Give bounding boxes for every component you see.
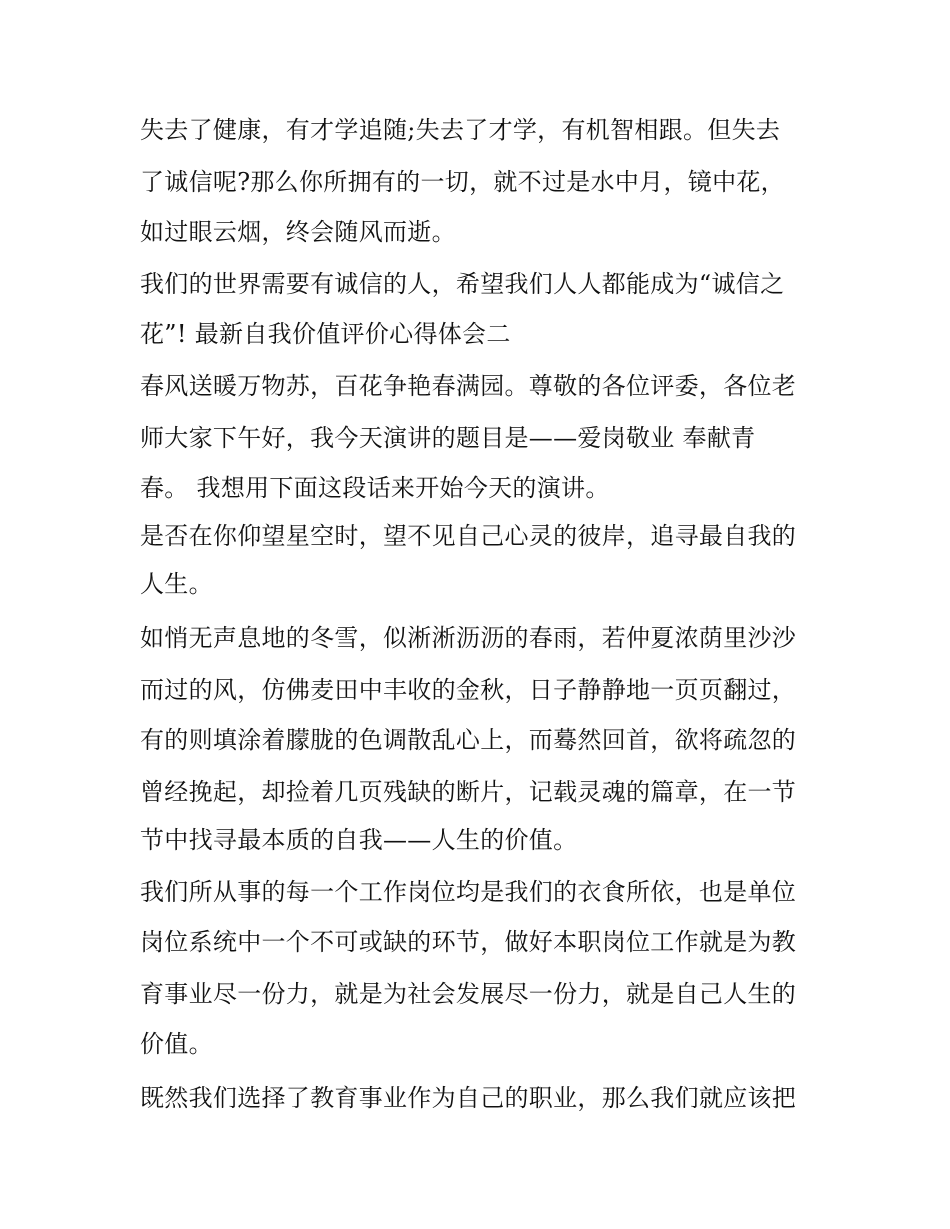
text-line: 有的则填涂着朦胧的色调散乱心上，而蓦然回首，欲将疏忽的 [140, 726, 797, 754]
text-line: 如悄无声息地的冬雪，似淅淅沥沥的春雨，若仲夏浓荫里沙沙 [140, 624, 797, 652]
text-line: 价值。 [140, 1030, 213, 1058]
text-line: 是否在你仰望星空时，望不见自己心灵的彼岸，追寻最自我的 [140, 522, 797, 550]
text-line: 了诚信呢?那么你所拥有的一切，就不过是水中月，镜中花， [140, 168, 785, 196]
text-line: 育事业尽一份力，就是为社会发展尽一份力，就是自己人生的 [140, 980, 797, 1008]
text-line: 人生。 [140, 570, 213, 598]
text-line: 失去了健康，有才学追随;失去了才学，有机智相跟。但失去 [140, 116, 781, 144]
text-line: 既然我们选择了教育事业作为自己的职业，那么我们就应该把 [140, 1084, 797, 1112]
text-line: 如过眼云烟，终会随风而逝。 [140, 218, 456, 246]
text-line: 岗位系统中一个不可或缺的环节，做好本职岗位工作就是为教 [140, 928, 797, 956]
text-line: 而过的风，仿佛麦田中丰收的金秋，日子静静地一页页翻过， [140, 676, 797, 704]
text-line: 曾经挽起，却捡着几页残缺的断片，记载灵魂的篇章，在一节 [140, 778, 797, 806]
text-line: 节中找寻最本质的自我——人生的价值。 [140, 826, 578, 854]
text-line: 春。 我想用下面这段话来开始今天的演讲。 [140, 474, 610, 502]
text-line: 我们的世界需要有诚信的人，希望我们人人都能成为“诚信之 [140, 270, 785, 298]
text-line: 我们所从事的每一个工作岗位均是我们的衣食所依，也是单位 [140, 878, 797, 906]
text-line: 春风送暖万物苏，百花争艳春满园。尊敬的各位评委，各位老 [140, 372, 797, 400]
text-line: 师大家下午好，我今天演讲的题目是——爱岗敬业 奉献青 [140, 424, 756, 452]
text-line: 花”! 最新自我价值评价心得体会二 [140, 320, 511, 348]
